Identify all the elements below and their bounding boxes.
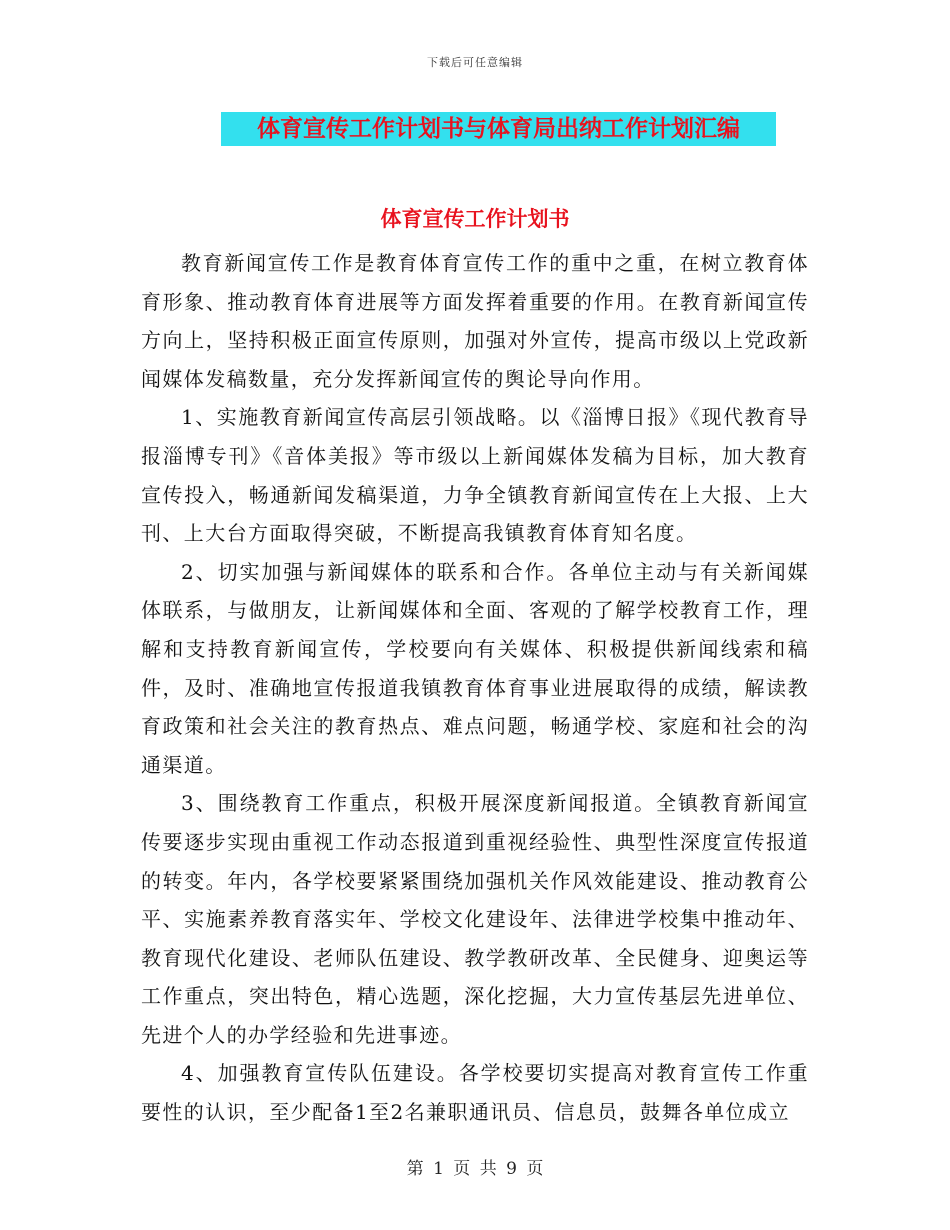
paragraph-intro: 教育新闻宣传工作是教育体育宣传工作的重中之重，在树立教育体育形象、推动教育体育进展等方面发挥着重要的作用。在教育新闻宣传方向上，坚持积极正面宣传原则，加强对外宣传，提高市级以上党政新闻媒体发稿数量，充分发挥新闻宣传的舆论导向作用。 [141, 251, 809, 391]
document-body [141, 244, 809, 1132]
paragraph-item-2: 2、切实加强与新闻媒体的联系和合作。各单位主动与有关新闻媒体联系，与做朋友，让新闻媒体和全面、客观的了解学校教育工作，理解和支持教育新闻宣传，学校要向有关媒体、积极提供新闻线索和稿件，及时、准确地宣传报道我镇教育体育事业进展取得的成绩，解读教育政策和社会关注的教育热点、难点问题，畅通学校、家庭和社会的沟通渠道。 [141, 559, 809, 777]
document-title-highlight [221, 112, 776, 146]
paragraph-item-4: 4、加强教育宣传队伍建设。各学校要切实提高对教育宣传工作重要性的认识，至少配备1至2名兼职通讯员、信息员，鼓舞各单位成立 [141, 1061, 809, 1125]
document-title: 体育宣传工作计划书与体育局出纳工作计划汇编 [257, 115, 740, 142]
section-title: 体育宣传工作计划书 [380, 206, 570, 231]
paragraph-item-1: 1、实施教育新闻宣传高层引领战略。以《淄博日报》《现代教育导报淄博专刊》《音体美报》等市级以上新闻媒体发稿为目标，加大教育宣传投入，畅通新闻发稿渠道，力争全镇教育新闻宣传在上大报、上大刊、上大台方面取得突破，不断提高我镇教育体育知名度。 [141, 405, 809, 546]
paragraph-item-3: 3、围绕教育工作重点，积极开展深度新闻报道。全镇教育新闻宣传要逐步实现由重视工作动态报道到重视经验性、典型性深度宣传报道的转变。年内，各学校要紧紧围绕加强机关作风效能建设、推动教育公平、实施素养教育落实年、学校文化建设年、法律进学校集中推动年、教育现代化建设、老师队伍建设、教学教研改革、全民健身、迎奥运等工作重点，突出特色，精心选题，深化挖掘，大力宣传基层先进单位、先进个人的办学经验和先进事迹。 [141, 791, 809, 1047]
page-number-footer: 第 1 页 共 9 页 [406, 1159, 544, 1179]
page-header-note: 下载后可任意编辑 [427, 56, 523, 69]
